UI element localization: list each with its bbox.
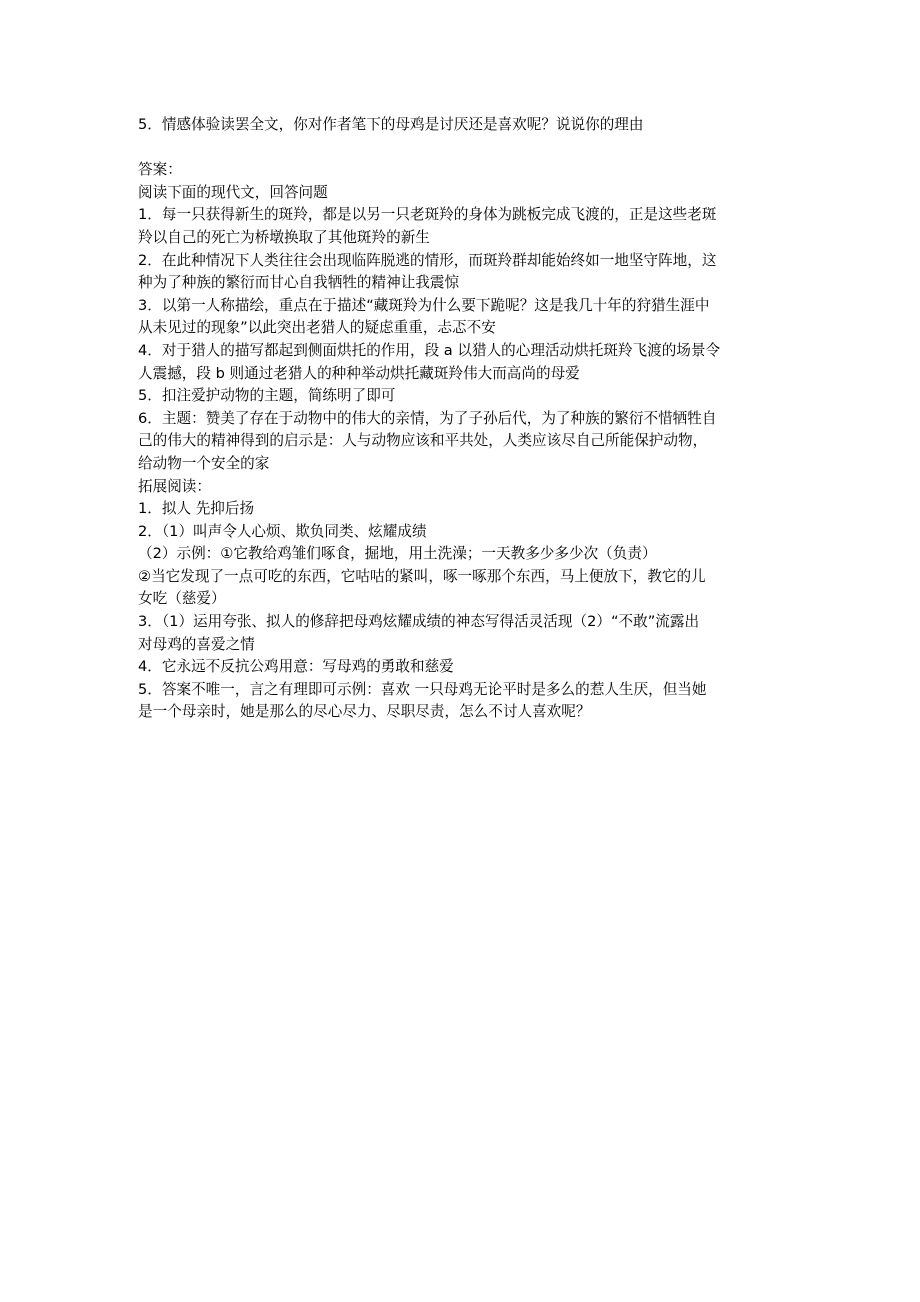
answer-line: 给动物一个安全的家 — [138, 454, 270, 472]
answer-line: 是一个母亲时，她是那么的尽心尽力、尽职尽责，怎么不讨人喜欢呢？ — [138, 703, 591, 721]
answer-line: 2．在此种情况下人类往往会出现临阵脱逃的情形，而斑羚群却能始终如一地坚守阵地，这 — [138, 251, 717, 269]
answer-line: 5．扣注爱护动物的主题，简练明了即可 — [138, 387, 396, 405]
extended-reading-answers — [138, 498, 788, 724]
answer-line: 对母鸡的喜爱之情 — [138, 635, 255, 653]
answer-line: 己的伟大的精神得到的启示是：人与动物应该和平共处，人类应该尽自己所能保护动物， — [138, 432, 708, 450]
section-title-extended-reading: 拓展阅读： — [138, 477, 211, 495]
reading-answers — [138, 204, 788, 475]
answer-line: 女吃（慈爱） — [138, 590, 226, 608]
answer-line: （2）示例：①它教给鸡雏们啄食，掘地，用土洗澡；一天教多少多少次（负责） — [138, 545, 657, 563]
answer-line: ②当它发现了一点可吃的东西，它咕咕的紧叫，啄一啄那个东西，马上便放下，教它的儿 — [138, 567, 706, 585]
document-page — [138, 114, 788, 724]
answer-heading: 答案： — [138, 161, 182, 179]
answer-line: 人震撼，段 b 则通过老猎人的种种举动烘托藏斑羚伟大而高尚的母爱 — [138, 364, 580, 382]
answer-line: 1．拟人 先抑后扬 — [138, 500, 255, 518]
answer-line: 种为了种族的繁衍而甘心自我牺牲的精神让我震惊 — [138, 274, 460, 292]
answer-line: 3．以第一人称描绘，重点在于描述“藏斑羚为什么要下跪呢？这是我几十年的狩猎生涯中 — [138, 296, 710, 314]
answer-line: 2．（1）叫声令人心烦、欺负同类、炫耀成绩 — [138, 522, 427, 540]
answer-line: 羚以自己的死亡为桥墩换取了其他斑羚的新生 — [138, 228, 430, 246]
blank-line — [138, 137, 788, 160]
answer-line: 1．每一只获得新生的斑羚，都是以另一只老斑羚的身体为跳板完成飞渡的，正是这些老斑 — [138, 206, 717, 224]
answer-line: 从未见过的现象”以此突出老猎人的疑虑重重，忐忑不安 — [138, 319, 496, 337]
answer-line: 4．对于猎人的描写都起到侧面烘托的作用，段 a 以猎人的心理活动烘托斑羚飞渡的场景令 — [138, 341, 721, 359]
section-title-reading: 阅读下面的现代文，回答问题 — [138, 183, 328, 201]
question-5: 5．情感体验读罢全文，你对作者笔下的母鸡是讨厌还是喜欢呢？说说你的理由 — [138, 116, 644, 133]
answer-line: 3．（1）运用夸张、拟人的修辞把母鸡炫耀成绩的神态写得活灵活现（2）“不敢”流露出 — [138, 613, 700, 631]
answer-line: 6．主题：赞美了存在于动物中的伟大的亲情，为了子孙后代，为了种族的繁衍不惜牺牲自 — [138, 409, 717, 427]
answer-line: 4．它永远不反抗公鸡用意：写母鸡的勇敢和慈爱 — [138, 658, 454, 676]
answer-line: 5．答案不唯一，言之有理即可示例：喜欢 一只母鸡无论平时是多么的惹人生厌，但当她 — [138, 680, 707, 698]
